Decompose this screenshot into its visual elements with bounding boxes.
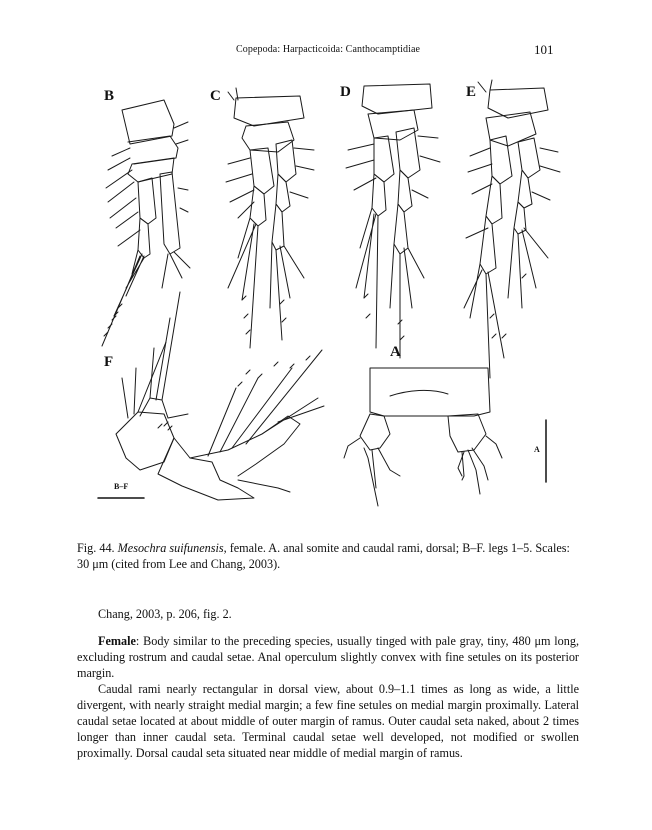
leg-2-drawing — [226, 88, 314, 348]
scale-label-legs: B–F — [114, 482, 129, 491]
scale-label-anal-somite: A — [534, 445, 540, 454]
caudal-paragraph — [77, 681, 579, 761]
caption-text: , female. A. anal somite and caudal rami, dorsal; B–F. legs 1–5. Scales: 30 μm (cited from Lee and Chang, 2003). — [77, 541, 570, 571]
figure-caption — [77, 540, 577, 572]
female-label: Female — [98, 634, 136, 648]
leg-3-drawing — [346, 84, 440, 358]
running-head — [0, 44, 652, 60]
panel-label-c: C — [210, 88, 221, 104]
citation: Chang, 2003, p. 206, fig. 2. — [98, 607, 232, 621]
panel-label-a: A — [390, 344, 401, 360]
caption-species: Mesochra suifunensis — [117, 541, 224, 555]
leg-4-drawing — [464, 80, 560, 378]
caudal-text: Caudal rami nearly rectangular in dorsal view, about 0.9–1.1 times as long as wide, a little divergent, with nearly straight medial margin; a few fine setules on medial margin proximally. Lateral caudal setae located at about middle of outer margin of ramus. Outer caudal seta naked, about 2 times longer than inner caudal seta. Terminal caudal setae well developed, not modified or swollen proximally. Dorsal caudal seta situated near middle of medial margin of ramus. — [77, 682, 579, 760]
caption-fig-label: Fig. 44. — [77, 541, 115, 555]
female-paragraph — [77, 633, 579, 681]
leg-5-drawing — [116, 292, 324, 500]
panel-label-d: D — [340, 84, 351, 100]
panel-label-e: E — [466, 84, 477, 100]
page-number: 101 — [534, 42, 554, 57]
panel-label-f: F — [104, 354, 114, 370]
female-text: : Body similar to the preceding species, usually tinged with pale gray, tiny, 480 μm long, excluding rostrum and caudal setae. Anal operculum slightly convex with fine setules on its posterior margin. — [77, 634, 579, 680]
figure-44 — [78, 78, 578, 508]
running-title: Copepoda: Harpacticoida: Canthocamptidiae — [236, 44, 421, 55]
anal-somite-drawing — [344, 368, 502, 506]
panel-label-b: B — [104, 88, 115, 104]
